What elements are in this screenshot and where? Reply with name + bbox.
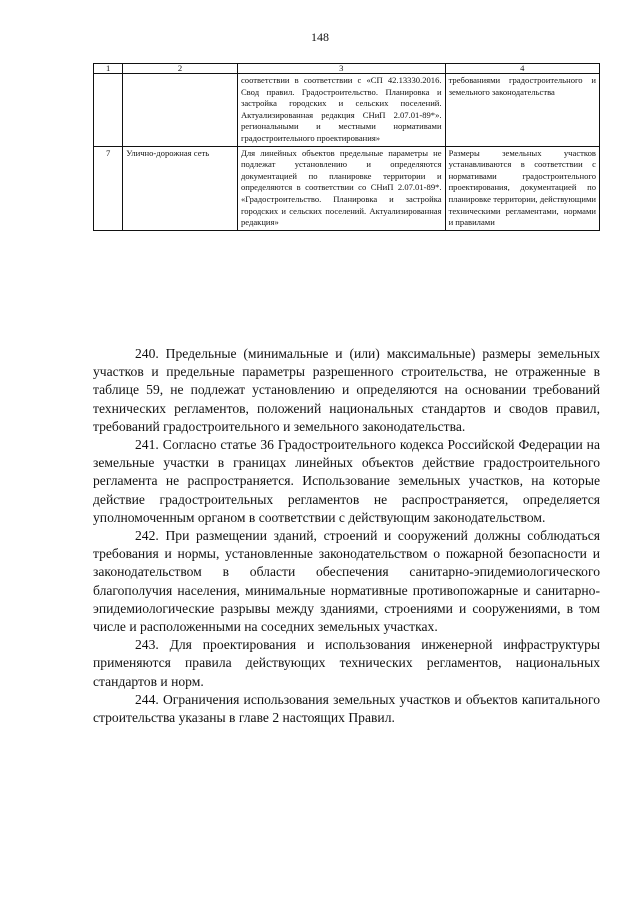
table-row (94, 146, 600, 230)
page-number: 148 (311, 30, 329, 44)
object-name: Улично-дорожная сеть (123, 146, 238, 230)
paragraph-242: 242. При размещении зданий, строений и сооружений должны соблюдаться требования и нормы, установленные законодательством о пожарной безопасности и законодательством в области обеспечения санитарно-эпидемиологического благополучия населения, минимальные нормативные противопожарные и санитарно-эпидемиологические разрывы между зданиями, строениями и сооружениями, в том числе и расположенными на соседних земельных участках. (93, 528, 600, 635)
header-cell: 1 (94, 64, 123, 74)
table-header-row (94, 64, 600, 74)
header-cell: 2 (123, 64, 238, 74)
paragraph-243: 243. Для проектирования и использования инженерной инфраструктуры применяются правила действующих технических регламентов, национальных стандартов и норм. (93, 637, 600, 689)
table-row (94, 74, 600, 147)
object-name (123, 74, 238, 147)
requirements-cell: Размеры земельных участков устанавливаются в соответствии с нормативами градостроительного проектирования, документацией по планировке территории, действующими техническими регламентами, нормами и правилами (445, 146, 599, 230)
parameters-cell: Для линейных объектов предельные параметры не подлежат установлению и определяются документацией по планировке территории и определяются в соответствии со СНиП 2.07.01-89*. «Градостроительство. Планировка и застройка городских и сельских поселений. Актуализированная редакция» (237, 146, 445, 230)
parameters-cell: соответствии в соответствии с «СП 42.13330.2016. Свод правил. Градостроительство. Планировка и застройка городских и сельских поселений. Актуализированная редакция СНиП 2.07.01-89*». региональными и местными нормативами градостроительного проектирования» (237, 74, 445, 147)
header-cell: 3 (237, 64, 445, 74)
body-text (93, 345, 600, 727)
row-number (94, 74, 123, 147)
requirements-cell: требованиями градостроительного и земельного законодательства (445, 74, 599, 147)
header-cell: 4 (445, 64, 599, 74)
paragraph-241: 241. Согласно статье 36 Градостроительного кодекса Российской Федерации на земельные участки в границах линейных объектов действие градостроительного регламента не распространяется. Использование земельных участков, на которые действие градостроительных регламентов не распространяется, определяется уполномоченным органом в соответствии с действующим законодательством. (93, 437, 600, 525)
row-number: 7 (94, 146, 123, 230)
zoning-table (93, 63, 600, 231)
paragraph-240: 240. Предельные (минимальные и (или) максимальные) размеры земельных участков и предельные параметры разрешенного строительства, не отраженные в таблице 59, не подлежат установлению и определяются на основании требований технических регламентов, положений национальных стандартов и сводов правил, требований градостроительного и земельного законодательства. (93, 346, 600, 434)
paragraph-244: 244. Ограничения использования земельных участков и объектов капитального строительства указаны в главе 2 настоящих Правил. (93, 691, 600, 726)
